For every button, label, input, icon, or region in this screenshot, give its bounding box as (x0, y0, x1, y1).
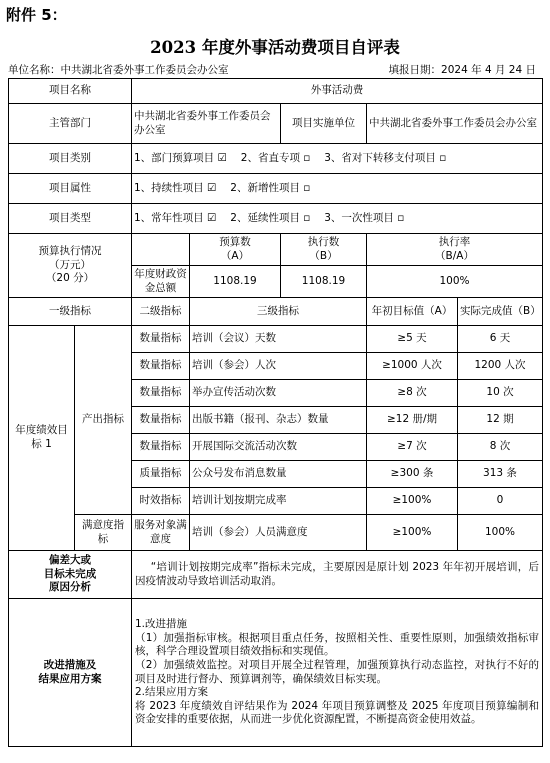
deviation-label-2: 目标未完成 (43, 567, 97, 580)
row-budget-header (9, 234, 543, 266)
indicator-level2: 数量指标 (132, 407, 190, 434)
indicator-level3: 培训（参会）人次 (190, 353, 367, 380)
indicator-target: ≥8 次 (367, 380, 458, 407)
col-budget-header (190, 234, 281, 266)
budget-value: 1108.19 (190, 266, 281, 298)
project-name-value: 外事活动费 (132, 79, 543, 104)
header-level2: 二级指标 (132, 298, 190, 326)
indicator-actual: 10 次 (458, 380, 543, 407)
rate-value: 100% (367, 266, 543, 298)
col-budget-title: 预算数 (219, 235, 251, 248)
indicator-target: ≥1000 人次 (367, 353, 458, 380)
deviation-label-1: 偏差大或 (49, 554, 91, 567)
impl-label: 项目实施单位 (281, 104, 367, 144)
deviation-label-3: 原因分析 (49, 581, 91, 594)
improvement-label-2: 结果应用方案 (38, 672, 102, 685)
fill-date (389, 62, 536, 77)
improvement-p4: 2.结果应用方案 (135, 686, 209, 699)
col-exec-title: 执行数 (307, 235, 340, 248)
category-options: 1、部门预算项目 ☑ 2、省直专项 ▫ 3、省对下转移支付项目 ▫ (132, 144, 543, 174)
budget-label-1: 预算执行情况 (38, 245, 102, 258)
fund-total-label: 年度财政资金总额 (132, 266, 190, 298)
improvement-label (9, 599, 132, 747)
header-actual: 实际完成值（B） (458, 298, 543, 326)
exec-value: 1108.19 (281, 266, 367, 298)
row-project-name (9, 79, 543, 104)
row-indicator-header (9, 298, 543, 326)
indicator-actual: 313 条 (458, 461, 543, 488)
row-improvement (9, 599, 543, 747)
budget-label (9, 234, 132, 298)
table-row-satisfaction (9, 515, 543, 551)
indicator-level2: 质量指标 (132, 461, 190, 488)
type-options: 1、常年性项目 ☑ 2、延续性项目 ▫ 3、一次性项目 ▫ (132, 204, 543, 234)
improvement-p1: 1.改进措施 (135, 617, 188, 630)
indicator-level3: 培训（会议）天数 (190, 326, 367, 353)
col-rate-code: （B/A） (435, 249, 474, 262)
project-name-label: 项目名称 (9, 79, 132, 104)
page-title: 2023 年度外事活动费项目自评表 (150, 38, 400, 57)
indicator-level3: 出版书籍（报刊、杂志）数量 (190, 407, 367, 434)
indicator-target: ≥12 册/期 (367, 407, 458, 434)
dept-label: 主管部门 (9, 104, 132, 144)
row-deviation (9, 551, 543, 599)
budget-blank (132, 234, 190, 266)
output-indicator-label: 产出指标 (75, 326, 132, 515)
dept-value: 中共湖北省委外事工作委员会办公室 (132, 104, 281, 144)
col-rate-title: 执行率 (438, 235, 471, 248)
indicator-level3: 公众号发布消息数量 (190, 461, 367, 488)
goal-label: 年度绩效目标 1 (9, 326, 75, 551)
improvement-text (132, 599, 543, 747)
type-label: 项目类型 (9, 204, 132, 234)
indicator-actual: 0 (458, 488, 543, 515)
row-category (9, 144, 543, 174)
attachment-label: 附件 5： (6, 6, 67, 24)
row-department (9, 104, 543, 144)
improvement-p2: （1）加强指标审核。根据项目重点任务，按照相关性、重要性原则，加强绩效指标审核，科学合理设置项目绩效指标和实现值。 (135, 631, 539, 658)
attr-options: 1、持续性项目 ☑ 2、新增性项目 ▫ (132, 174, 543, 204)
indicator-target: ≥100% (367, 488, 458, 515)
indicator-level2: 时效指标 (132, 488, 190, 515)
header-level1: 一级指标 (9, 298, 132, 326)
attr-label: 项目属性 (9, 174, 132, 204)
indicator-target: ≥300 条 (367, 461, 458, 488)
row-attribute (9, 174, 543, 204)
indicator-actual: 12 期 (458, 407, 543, 434)
header-level3: 三级指标 (190, 298, 367, 326)
indicator-level3: 开展国际交流活动次数 (190, 434, 367, 461)
satisfaction-level3: 培训（参会）人员满意度 (190, 515, 367, 551)
indicator-target: ≥7 次 (367, 434, 458, 461)
improvement-p3: （2）加强绩效监控。对项目开展全过程管理，加强预算执行动态监控，对执行不好的项目及时进行督办、预算调剂等，确保绩效目标实现。 (135, 658, 539, 685)
satisfaction-target: ≥100% (367, 515, 458, 551)
impl-value: 中共湖北省委外事工作委员会办公室 (367, 104, 543, 144)
col-exec-header (281, 234, 367, 266)
indicator-level2: 数量指标 (132, 434, 190, 461)
improvement-label-1: 改进措施及 (43, 658, 97, 671)
satisfaction-indicator-label: 满意度指标 (75, 515, 132, 551)
evaluation-table (8, 78, 543, 747)
row-type (9, 204, 543, 234)
category-label: 项目类别 (9, 144, 132, 174)
indicator-level3: 举办宣传活动次数 (190, 380, 367, 407)
col-exec-code: （B） (309, 249, 338, 262)
deviation-label (9, 551, 132, 599)
fill-date-label: 填报日期： (388, 64, 442, 76)
budget-label-2: （万元） (49, 258, 91, 271)
indicator-actual: 6 天 (458, 326, 543, 353)
indicator-target: ≥5 天 (367, 326, 458, 353)
indicator-level2: 数量指标 (132, 380, 190, 407)
improvement-p5: 将 2023 年度绩效自评结果作为 2024 年项目预算调整及 2025 年度项目预算编制和资金安排的重要依据，从而进一步优化资源配置，不断提高资金使用效益。 (135, 699, 539, 726)
indicator-level2: 数量指标 (132, 326, 190, 353)
indicator-actual: 8 次 (458, 434, 543, 461)
header-target: 年初目标值（A） (367, 298, 458, 326)
col-budget-code: （A） (220, 249, 250, 262)
indicator-actual: 1200 人次 (458, 353, 543, 380)
indicator-level3: 培训计划按期完成率 (190, 488, 367, 515)
satisfaction-level2: 服务对象满意度 (132, 515, 190, 551)
form-meta (8, 62, 536, 76)
satisfaction-actual: 100% (458, 515, 543, 551)
col-rate-header (367, 234, 543, 266)
table-row (9, 326, 543, 353)
unit-name: 中共湖北省委外事工作委员会办公室 (60, 64, 229, 76)
deviation-text: “培训计划按期完成率”指标未完成，主要原因是原计划 2023 年年初开展培训，后因疫情波动导致培训活动取消。 (132, 551, 543, 599)
indicator-level2: 数量指标 (132, 353, 190, 380)
unit-label: 单位名称： (8, 64, 61, 76)
budget-label-3: （20 分） (45, 272, 95, 285)
fill-date-value: 2024 年 4 月 24 日 (441, 64, 536, 76)
